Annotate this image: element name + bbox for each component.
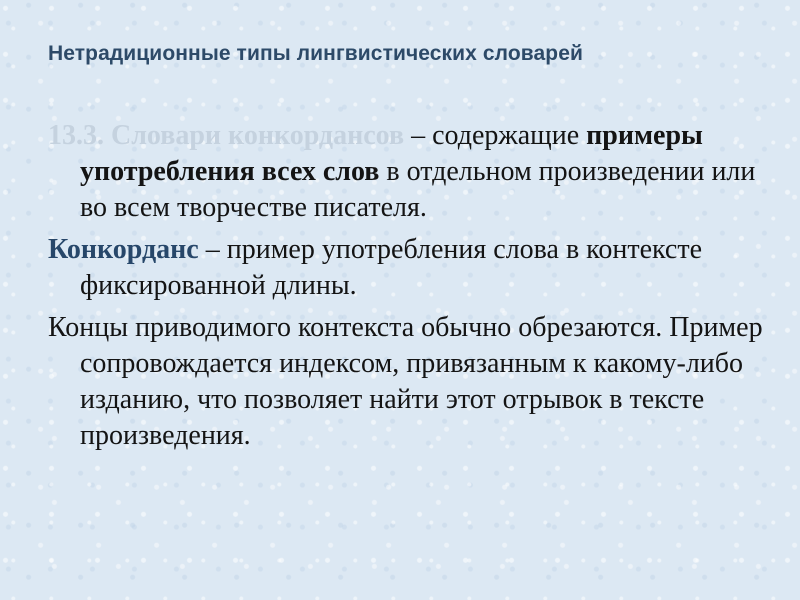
slide-body	[48, 118, 768, 460]
paragraph-context-ends	[48, 310, 768, 454]
paragraph-text: Концы приводимого контекста обычно обрезаются. Пример сопровождается индексом, привязанным к какому-либо изданию, что позволяет найти этот отрывок в тексте произведения.	[48, 312, 763, 451]
section-heading: 13.3. Словари конкордансов	[48, 120, 405, 151]
paragraph-text: – содержащие	[404, 120, 587, 151]
paragraph-concordance-definition	[48, 232, 768, 304]
paragraph-text: в отдельном произведении или во всем творчестве писателя.	[80, 156, 756, 223]
slide-title: Нетрадиционные типы лингвистических словарей	[48, 42, 583, 65]
paragraph-text: – пример употребления слова в контексте фиксированной длины.	[80, 234, 702, 301]
paragraph-concordance-dictionaries	[48, 118, 768, 226]
bold-phrase: примеры употребления всех слов	[80, 120, 703, 187]
term-concordance: Конкорданс	[48, 234, 199, 265]
